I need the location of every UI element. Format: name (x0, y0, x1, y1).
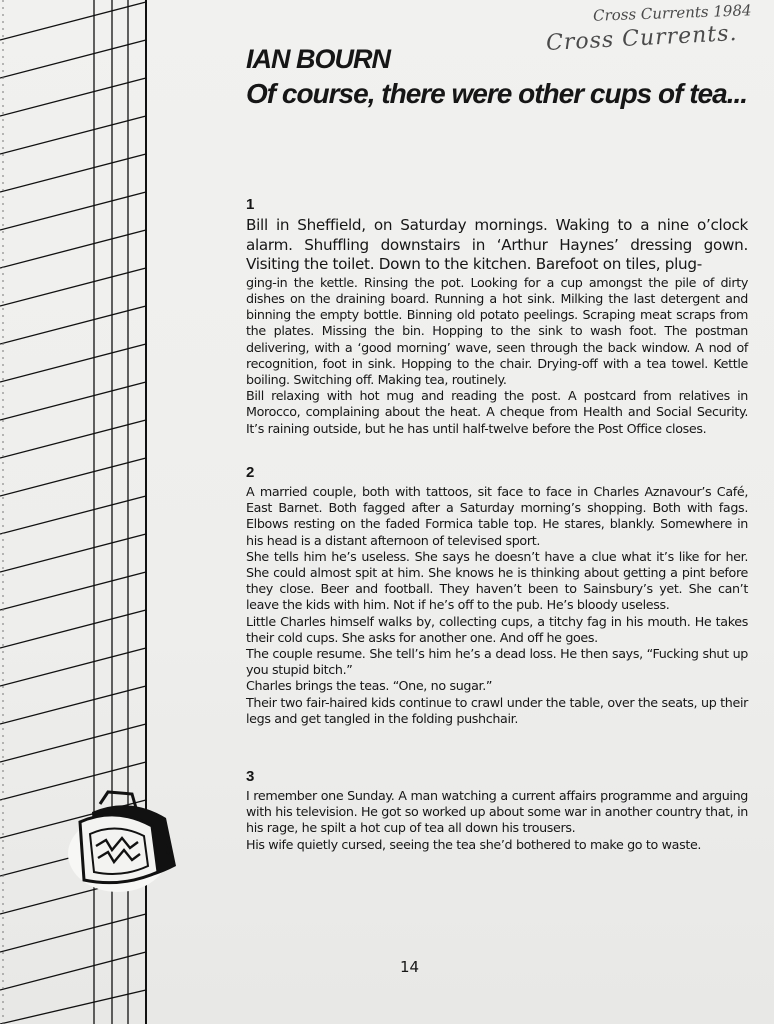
paragraph: ging-in the kettle. Rinsing the pot. Looking for a cup amongst the pile of dirty dishes on the draining board. Running a hot sink. Milking the last detergent and binning the empty bottle. Binning old potato peelings. Scraping meat scraps from the plates. Missing the bin. Hopping to the sink to wash foot. The postman delivering, with a ‘good morning’ wave, seen through the back window. A nod of recognition, foot in sink. Hopping to the chair. Drying-off with a tea towel. Kettle boiling. Switching off. Making tea, routinely. (246, 274, 748, 387)
paragraph: Their two fair-haired kids continue to crawl under the table, over the seats, up their legs and get tangled in the folding pushchair. (246, 694, 748, 726)
television-tea-cup-icon (66, 788, 196, 908)
article-title: Of course, there were other cups of tea... (246, 78, 748, 109)
page-number: 14 (400, 958, 420, 976)
section-1 (246, 196, 748, 437)
paragraph: Little Charles himself walks by, collecting cups, a titchy fag in his mouth. He takes their cold cups. She asks for another one. And off he goes. (246, 613, 748, 645)
paragraph: His wife quietly cursed, seeing the tea she’d bothered to make go to waste. (246, 836, 702, 852)
paragraph: A married couple, both with tattoos, sit face to face in Charles Aznavour’s Café, East Barnet. Both fagged after a Saturday morning’s shopping. Both with fags. Elbows resting on the faded Formica table top. He stares, blankly. Somewhere in his head is a distant afternoon of televised sport. (246, 484, 748, 548)
paragraph: Bill relaxing with hot mug and reading the post. A postcard from relatives in Morocco, complaining about the heat. A cheque from Health and Social Security. It’s raining outside, but he has until half-twelve before the Post Office closes. (246, 388, 748, 436)
paragraph: The couple resume. She tell’s him he’s a dead loss. He then says, “Fucking shut up you stupid bitch.” (246, 646, 748, 678)
section-number: 3 (246, 768, 255, 785)
paragraph: I remember one Sunday. A man watching a current affairs programme and arguing with his television. He got so worked up about some war in another country that, in his rage, he spilt a hot cup of tea all down his trousers. (246, 788, 748, 836)
section-3 (246, 768, 748, 853)
paragraph: Charles brings the teas. “One, no sugar.” (246, 678, 493, 694)
section-lead-text: Bill in Sheffield, on Saturday mornings. Waking to a nine o’clock alarm. Shuffling downstairs in ‘Arthur Haynes’ dressing gown. Visiting the toilet. Down to the kitchen. Barefoot on tiles, plug- (246, 216, 748, 274)
handwritten-annotation (520, 2, 760, 62)
author-name: IAN BOURN (246, 44, 390, 74)
section-number: 1 (246, 196, 255, 213)
handwritten-note-bottom: Cross Currents. (545, 21, 739, 56)
handwritten-note-top: Cross Currents 1984 (593, 1, 753, 25)
section-number: 2 (246, 464, 255, 481)
section-2 (246, 464, 748, 727)
paragraph: She tells him he’s useless. She says he doesn’t have a clue what it’s like for her. She could almost spit at him. She knows he is thinking about getting a pint before they close. Beer and football. They haven’t been to Sainsbury’s yet. She can’t leave the kids with him. Not if he’s off to the pub. He’s bloody useless. (246, 548, 748, 613)
